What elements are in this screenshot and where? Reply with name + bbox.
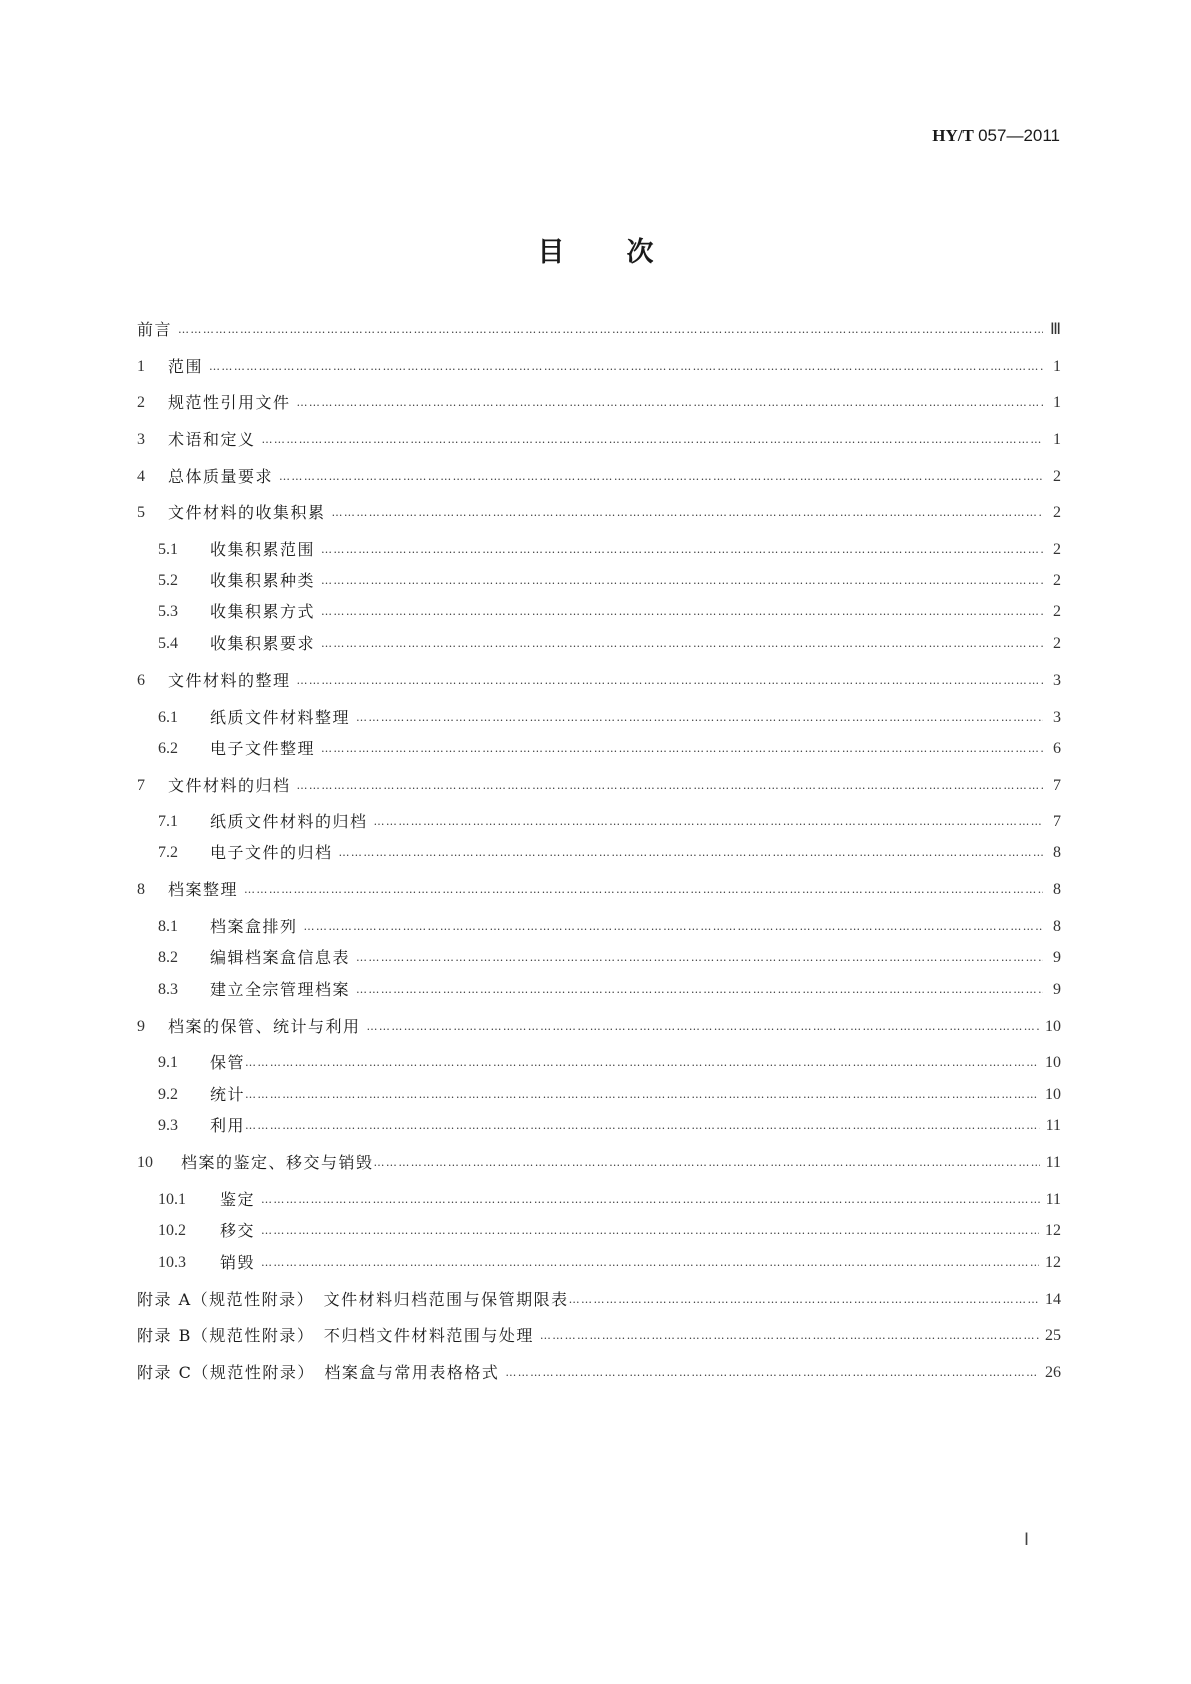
dot-leader — [332, 505, 1043, 521]
toc-entry-title: 收集积累方式 — [210, 602, 316, 621]
toc-entry-page: 25 — [1045, 1327, 1061, 1344]
toc-entry-title: 纸质文件材料整理 — [210, 708, 351, 727]
toc-entry-number: 10.1 — [158, 1191, 186, 1208]
toc-entry-title: 统计 — [210, 1085, 246, 1104]
toc-entry-number: 9.3 — [158, 1117, 178, 1134]
dot-leader — [261, 1223, 1039, 1239]
dot-leader — [297, 673, 1043, 689]
toc-entry-number: 6.2 — [158, 740, 178, 757]
toc-entry[interactable] — [137, 428, 1061, 450]
toc-entry[interactable] — [158, 1083, 1061, 1105]
toc-entry-title: 建立全宗管理档案 — [210, 980, 351, 999]
toc-entry[interactable] — [137, 1151, 1061, 1173]
toc-entry-page: 2 — [1053, 635, 1061, 652]
toc-entry-page: 12 — [1045, 1222, 1061, 1239]
toc-entry-title: 利用 — [210, 1116, 246, 1135]
toc-entry-title: 电子文件整理 — [210, 739, 316, 758]
toc-entry-number: 7.2 — [158, 844, 178, 861]
dot-leader — [245, 1087, 1039, 1103]
toc-entry[interactable] — [137, 391, 1061, 413]
toc-entry-number: 9 — [137, 1018, 145, 1035]
toc-entry[interactable] — [137, 669, 1061, 691]
toc-entry-number: 4 — [137, 468, 145, 485]
toc-entry-number: 7 — [137, 777, 145, 794]
toc-entry[interactable] — [137, 774, 1061, 796]
toc-entry-number: 5.2 — [158, 572, 178, 589]
toc-entry[interactable] — [137, 1015, 1061, 1037]
toc-entry[interactable] — [158, 569, 1061, 591]
toc-entry-page: 12 — [1045, 1254, 1061, 1271]
toc-entry-title: 附录 A（规范性附录） 文件材料归档范围与保管期限表 — [137, 1290, 569, 1309]
toc-entry-title: 档案盒排列 — [210, 917, 298, 936]
toc-entry-title: 文件材料的归档 — [168, 776, 291, 795]
toc-entry-page: 1 — [1053, 394, 1061, 411]
toc-entry-title: 编辑档案盒信息表 — [210, 948, 351, 967]
dot-leader — [374, 814, 1043, 830]
toc-entry-number: 10.3 — [158, 1254, 186, 1271]
toc-entry[interactable] — [158, 737, 1061, 759]
toc-entry-page: 8 — [1053, 918, 1061, 935]
toc-entry[interactable] — [158, 1114, 1061, 1136]
toc-entry-page: 1 — [1053, 358, 1061, 375]
dot-leader — [356, 950, 1043, 966]
toc-entry-title: 收集积累范围 — [210, 540, 316, 559]
dot-leader — [540, 1328, 1039, 1344]
toc-entry-page: 2 — [1053, 468, 1061, 485]
toc-entry-title: 销毁 — [220, 1253, 256, 1272]
toc-entry-number: 8.3 — [158, 981, 178, 998]
toc-entry-title: 规范性引用文件 — [168, 393, 291, 412]
toc-entry-title: 档案的保管、统计与利用 — [168, 1017, 361, 1036]
dot-leader — [279, 469, 1043, 485]
toc-entry-number: 6.1 — [158, 709, 178, 726]
toc-entry-page: 8 — [1053, 881, 1061, 898]
dot-leader — [356, 982, 1043, 998]
dot-leader — [321, 542, 1043, 558]
dot-leader — [321, 741, 1043, 757]
toc-entry-page: 11 — [1045, 1117, 1061, 1134]
toc-entry-title: 前言 — [137, 320, 173, 339]
dot-leader — [367, 1019, 1039, 1035]
toc-entry-page: 11 — [1045, 1154, 1061, 1171]
dot-leader — [321, 604, 1043, 620]
toc-entry-page: 7 — [1053, 813, 1061, 830]
toc-entry[interactable] — [158, 1251, 1061, 1273]
toc-entry-page: 10 — [1045, 1018, 1061, 1035]
toc-entry-title: 档案的鉴定、移交与销毁 — [181, 1153, 374, 1172]
toc-entry-number: 8 — [137, 881, 145, 898]
toc-entry[interactable] — [158, 915, 1061, 937]
toc-entry-number: 9.1 — [158, 1054, 178, 1071]
toc-entry[interactable] — [158, 946, 1061, 968]
toc-entry-page: 9 — [1053, 949, 1061, 966]
toc-entry[interactable] — [137, 318, 1061, 340]
toc-entry-number: 5 — [137, 504, 145, 521]
page-number: Ⅰ — [1024, 1530, 1030, 1549]
toc-entry-title: 移交 — [220, 1221, 256, 1240]
toc-entry-page: 26 — [1045, 1364, 1061, 1381]
toc-entry-title: 附录 B（规范性附录） 不归档文件材料范围与处理 — [137, 1326, 534, 1345]
toc-entry[interactable] — [158, 538, 1061, 560]
toc-entry-page: 11 — [1045, 1191, 1061, 1208]
toc-entry-title: 文件材料的整理 — [168, 671, 291, 690]
toc-entry[interactable] — [137, 355, 1061, 377]
toc-entry[interactable] — [158, 1188, 1061, 1210]
toc-entry-number: 6 — [137, 672, 145, 689]
toc-entry-title: 电子文件的归档 — [210, 843, 333, 862]
dot-leader — [261, 1255, 1039, 1271]
toc-entry-number: 8.2 — [158, 949, 178, 966]
dot-leader — [178, 322, 1043, 338]
toc-entry[interactable] — [158, 810, 1061, 832]
dot-leader — [321, 636, 1043, 652]
toc-entry-page: 10 — [1045, 1086, 1061, 1103]
toc-entry-page: 10 — [1045, 1054, 1061, 1071]
dot-leader — [244, 882, 1043, 898]
toc-entry-page: 8 — [1053, 844, 1061, 861]
toc-entry-number: 9.2 — [158, 1086, 178, 1103]
toc-entry-title: 术语和定义 — [168, 430, 256, 449]
toc-entry[interactable] — [158, 1219, 1061, 1241]
toc-entry-number: 10 — [137, 1154, 153, 1171]
toc-entry-title: 纸质文件材料的归档 — [210, 812, 368, 831]
toc-entry-page: 2 — [1053, 603, 1061, 620]
toc-entry[interactable] — [137, 1324, 1061, 1346]
toc-entry[interactable] — [137, 501, 1061, 523]
toc-entry[interactable] — [158, 1051, 1061, 1073]
toc-entry-number: 7.1 — [158, 813, 178, 830]
toc-entry[interactable] — [137, 878, 1061, 900]
dot-leader — [262, 432, 1043, 448]
toc-entry[interactable] — [158, 600, 1061, 622]
dot-leader — [505, 1365, 1039, 1381]
toc-entry-page: 2 — [1053, 572, 1061, 589]
page-title: 目次 — [537, 237, 716, 268]
toc-entry[interactable] — [137, 1361, 1061, 1383]
standard-code — [932, 126, 1060, 146]
toc-entry-title: 总体质量要求 — [168, 467, 274, 486]
toc-entry-page: 14 — [1045, 1291, 1061, 1308]
toc-entry-page: 9 — [1053, 981, 1061, 998]
toc-entry-title: 收集积累种类 — [210, 571, 316, 590]
toc-entry-number: 1 — [137, 358, 145, 375]
dot-leader — [339, 845, 1043, 861]
dot-leader — [304, 919, 1043, 935]
toc-entry[interactable] — [158, 706, 1061, 728]
toc-entry-page: 7 — [1053, 777, 1061, 794]
toc-entry[interactable] — [158, 841, 1061, 863]
toc-entry-number: 5.4 — [158, 635, 178, 652]
toc-entry-title: 档案整理 — [168, 880, 239, 899]
toc-entry-page: 3 — [1053, 709, 1061, 726]
toc-entry-title: 文件材料的收集积累 — [168, 503, 326, 522]
dot-leader — [261, 1192, 1040, 1208]
dot-leader — [209, 359, 1043, 375]
toc-entry-title: 鉴定 — [220, 1190, 256, 1209]
toc-entry-page: 6 — [1053, 740, 1061, 757]
standard-number: 057—2011 — [978, 126, 1060, 145]
dot-leader — [356, 710, 1043, 726]
toc-entry-number: 2 — [137, 394, 145, 411]
toc-entry-title: 保管 — [210, 1053, 246, 1072]
dot-leader — [321, 573, 1043, 589]
dot-leader — [245, 1055, 1039, 1071]
toc-entry-number: 8.1 — [158, 918, 178, 935]
toc-entry-number: 5.3 — [158, 603, 178, 620]
dot-leader — [569, 1292, 1039, 1308]
dot-leader — [245, 1118, 1040, 1134]
toc-entry-title: 范围 — [168, 357, 204, 376]
dot-leader — [297, 778, 1043, 794]
toc-entry[interactable] — [158, 978, 1061, 1000]
toc-entry-title: 收集积累要求 — [210, 634, 316, 653]
toc-entry[interactable] — [137, 1288, 1061, 1310]
toc-entry-number: 3 — [137, 431, 145, 448]
dot-leader — [374, 1155, 1040, 1171]
toc-entry-number: 5.1 — [158, 541, 178, 558]
toc-entry-number: 10.2 — [158, 1222, 186, 1239]
dot-leader — [297, 395, 1043, 411]
toc-entry-page: 2 — [1053, 504, 1061, 521]
toc-entry-page: Ⅲ — [1049, 321, 1061, 338]
toc-entry-page: 1 — [1053, 431, 1061, 448]
standard-prefix: HY/T — [932, 126, 974, 145]
toc-entry[interactable] — [158, 632, 1061, 654]
toc-entry-page: 2 — [1053, 541, 1061, 558]
toc-entry-page: 3 — [1053, 672, 1061, 689]
toc-entry[interactable] — [137, 465, 1061, 487]
toc-entry-title: 附录 C（规范性附录） 档案盒与常用表格格式 — [137, 1363, 500, 1382]
